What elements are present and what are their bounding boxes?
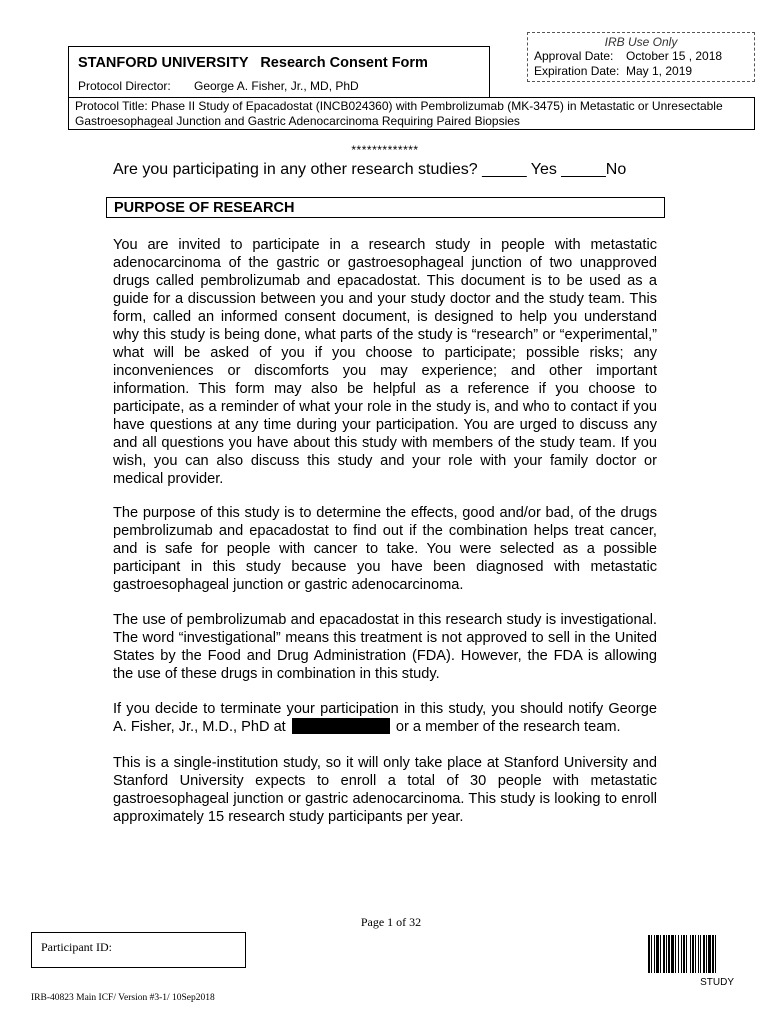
expiration-date-value: May 1, 2019 bbox=[626, 64, 693, 78]
barcode-image bbox=[648, 935, 734, 973]
paragraph-termination bbox=[113, 700, 657, 736]
participant-id-box bbox=[31, 932, 246, 968]
other-studies-question: Are you participating in any other research studies? _____ Yes _____No bbox=[113, 161, 627, 178]
version-footer: IRB-40823 Main ICF/ Version #3-1/ 10Sep2018 bbox=[31, 993, 215, 1003]
irb-use-box bbox=[527, 32, 755, 82]
expiration-date-label: Expiration Date: bbox=[534, 64, 620, 78]
paragraph-purpose: The purpose of this study is to determine the effects, good and/or bad, of the drugs pembrolizumab and epacadostat to find out if the combination helps treat cancer, and is safe for people with cancer to take. You were selected as a possible participant in this study because you have been diagnosed with metastatic gastroesophageal junction or gastric adenocarcinoma. bbox=[113, 505, 657, 593]
termination-text-start: If you decide to terminate your participation in this study, you should notify George A. Fisher, Jr., M.D., PhD at bbox=[113, 701, 657, 735]
page-number: Page 1 of 32 bbox=[360, 915, 422, 929]
participant-id-label: Participant ID: bbox=[41, 940, 112, 954]
expiration-date-row bbox=[534, 64, 692, 78]
consent-header-box bbox=[68, 46, 490, 98]
paragraph-enrollment: This is a single-institution study, so it will only take place at Stanford University and Stanford University expects to enroll a total of 30 people with metastatic gastroesophageal junction or gastric adenocarcinoma. This study is looking to enroll approximately 15 research study participants per year. bbox=[113, 755, 657, 825]
purpose-section-box bbox=[106, 197, 665, 218]
paragraph-invitation: You are invited to participate in a research study in people with metastatic adenocarcinoma of the gastric or gastroesophageal junction of two unapproved drugs called pembrolizumab and epacadostat. This document is to be used as a guide for a discussion between you and your study doctor and the study team. This form, called an informed consent document, is designed to help you understand why this study is being done, what parts of the study is “research” or “experimental,” what will be asked of you if you choose to participate; possible risks; any inconveniences or discomforts you may experience; and other important information. This form may also be helpful as a reference if you choose to participate, as a reminder of what your role in the study is, and who to contact if you have questions at any time during your participation. You are urged to discuss any and all questions you have about this study with members of the study team. If you wish, you can also discuss this study and your role with your family doctor or medical provider. bbox=[113, 237, 657, 487]
termination-text-end: or a member of the research team. bbox=[395, 719, 621, 735]
approval-date-value: October 15 , 2018 bbox=[626, 49, 723, 63]
form-title: STANFORD UNIVERSITY Research Consent Form bbox=[78, 55, 428, 71]
irb-title: IRB Use Only bbox=[604, 35, 678, 49]
protocol-director-value: George A. Fisher, Jr., MD, PhD bbox=[194, 79, 359, 93]
barcode-label: STUDY bbox=[700, 977, 734, 988]
redacted-phone-block bbox=[292, 718, 390, 734]
approval-date-label: Approval Date: bbox=[534, 49, 614, 63]
section-heading: PURPOSE OF RESEARCH bbox=[114, 200, 295, 216]
separator-stars: ************* bbox=[351, 143, 419, 157]
paragraph-investigational: The use of pembrolizumab and epacadostat in this research study is investigational. The word “investigational” means this treatment is not approved to sell in the United States by the Food and Drug Administration (FDA). However, the FDA is allowing the use of these drugs in combination in this study. bbox=[113, 612, 657, 682]
approval-date-row bbox=[534, 49, 722, 63]
protocol-title: Protocol Title: Phase II Study of Epacadostat (INCB024360) with Pembrolizumab (MK-3475) in Metastatic or Unresectable Gastroesophageal Junction and Gastric Adenocarcinoma Requiring Paired Biopsies bbox=[68, 97, 755, 130]
protocol-director-label: Protocol Director: bbox=[78, 79, 171, 93]
protocol-director-row bbox=[78, 79, 359, 93]
